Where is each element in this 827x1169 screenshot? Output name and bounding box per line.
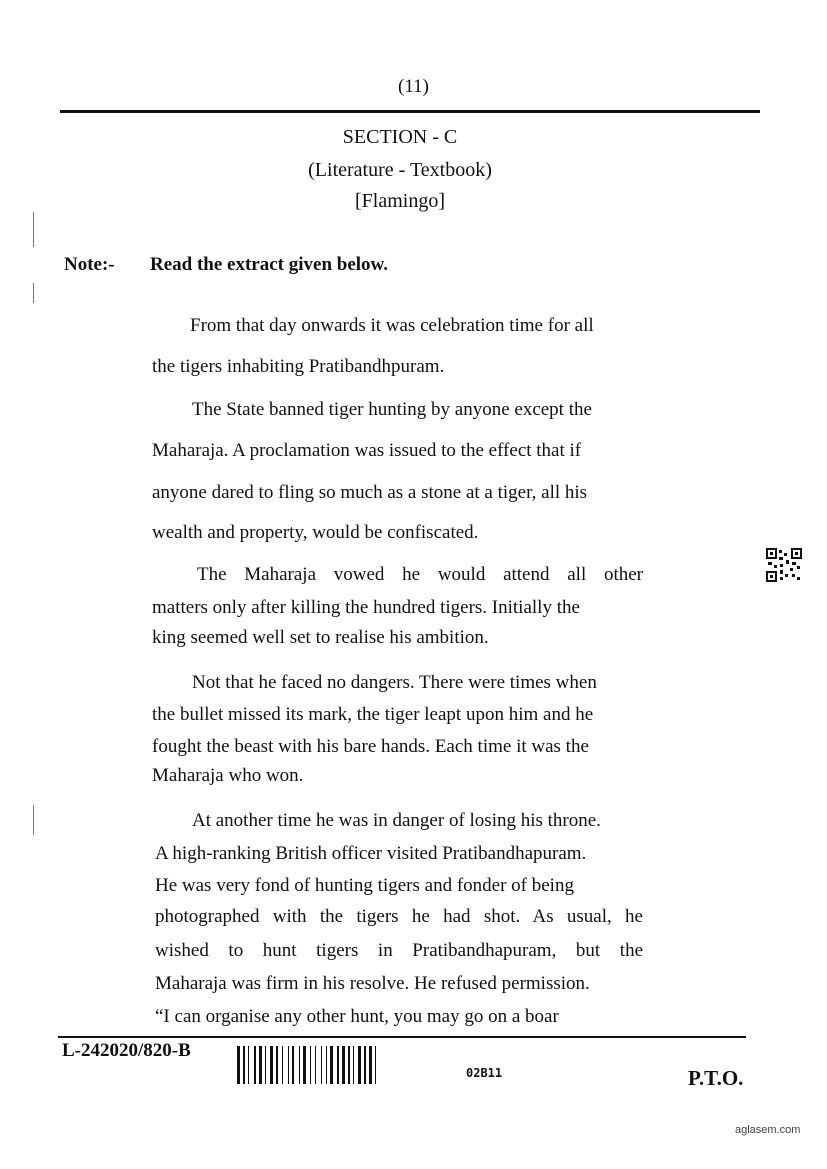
section-title: SECTION - C <box>342 126 458 148</box>
bottom-divider <box>58 1036 746 1038</box>
scan-edge-mark <box>33 805 34 835</box>
extract-line: wished to hunt tigers in Pratibandhapuram, but the <box>155 940 643 961</box>
extract-line: The Maharaja vowed he would attend all other <box>197 564 643 585</box>
section-book: [Flamingo] <box>355 190 445 212</box>
barcode-icon <box>237 1046 455 1084</box>
extract-line: The State banned tiger hunting by anyone except the <box>192 399 592 420</box>
section-subtitle: (Literature - Textbook) <box>308 159 492 181</box>
watermark: aglasem.com <box>735 1124 801 1136</box>
extract-line: photographed with the tigers he had shot. As usual, he <box>155 906 643 927</box>
extract-line: A high-ranking British officer visited Pratibandhapuram. <box>155 843 587 864</box>
extract-line: “I can organise any other hunt, you may go on a boar <box>155 1006 559 1027</box>
barcode-number: 02B11 <box>466 1066 503 1080</box>
scan-edge-mark <box>33 212 34 247</box>
extract-line: matters only after killing the hundred tigers. Initially the <box>152 597 580 618</box>
extract-line: anyone dared to fling so much as a stone at a tiger, all his <box>152 482 588 503</box>
pto-label: P.T.O. <box>688 1066 744 1090</box>
extract-line: fought the beast with his bare hands. Each time it was the <box>152 736 589 757</box>
extract-line: king seemed well set to realise his ambition. <box>152 627 489 648</box>
extract-line: wealth and property, would be confiscated. <box>152 522 479 543</box>
extract-line: the tigers inhabiting Pratibandhpuram. <box>152 356 445 377</box>
note-label: Note:- <box>64 254 115 275</box>
extract-line: At another time he was in danger of losing his throne. <box>192 810 601 831</box>
page-number: (11) <box>398 76 429 97</box>
extract-line: Not that he faced no dangers. There were times when <box>192 672 597 693</box>
note-text: Read the extract given below. <box>150 254 388 275</box>
extract-line: Maharaja. A proclamation was issued to the effect that if <box>152 440 582 461</box>
extract-line: Maharaja was firm in his resolve. He refused permission. <box>155 973 590 994</box>
extract-line: Maharaja who won. <box>152 765 304 786</box>
paper-code: L-242020/820-B <box>62 1040 191 1061</box>
extract-line: the bullet missed its mark, the tiger leapt upon him and he <box>152 704 594 725</box>
top-divider <box>60 110 760 113</box>
qr-code-icon <box>766 548 802 582</box>
extract-line: From that day onwards it was celebration time for all <box>190 315 594 336</box>
scan-edge-mark <box>33 283 34 303</box>
extract-line: He was very fond of hunting tigers and fonder of being <box>155 875 574 896</box>
